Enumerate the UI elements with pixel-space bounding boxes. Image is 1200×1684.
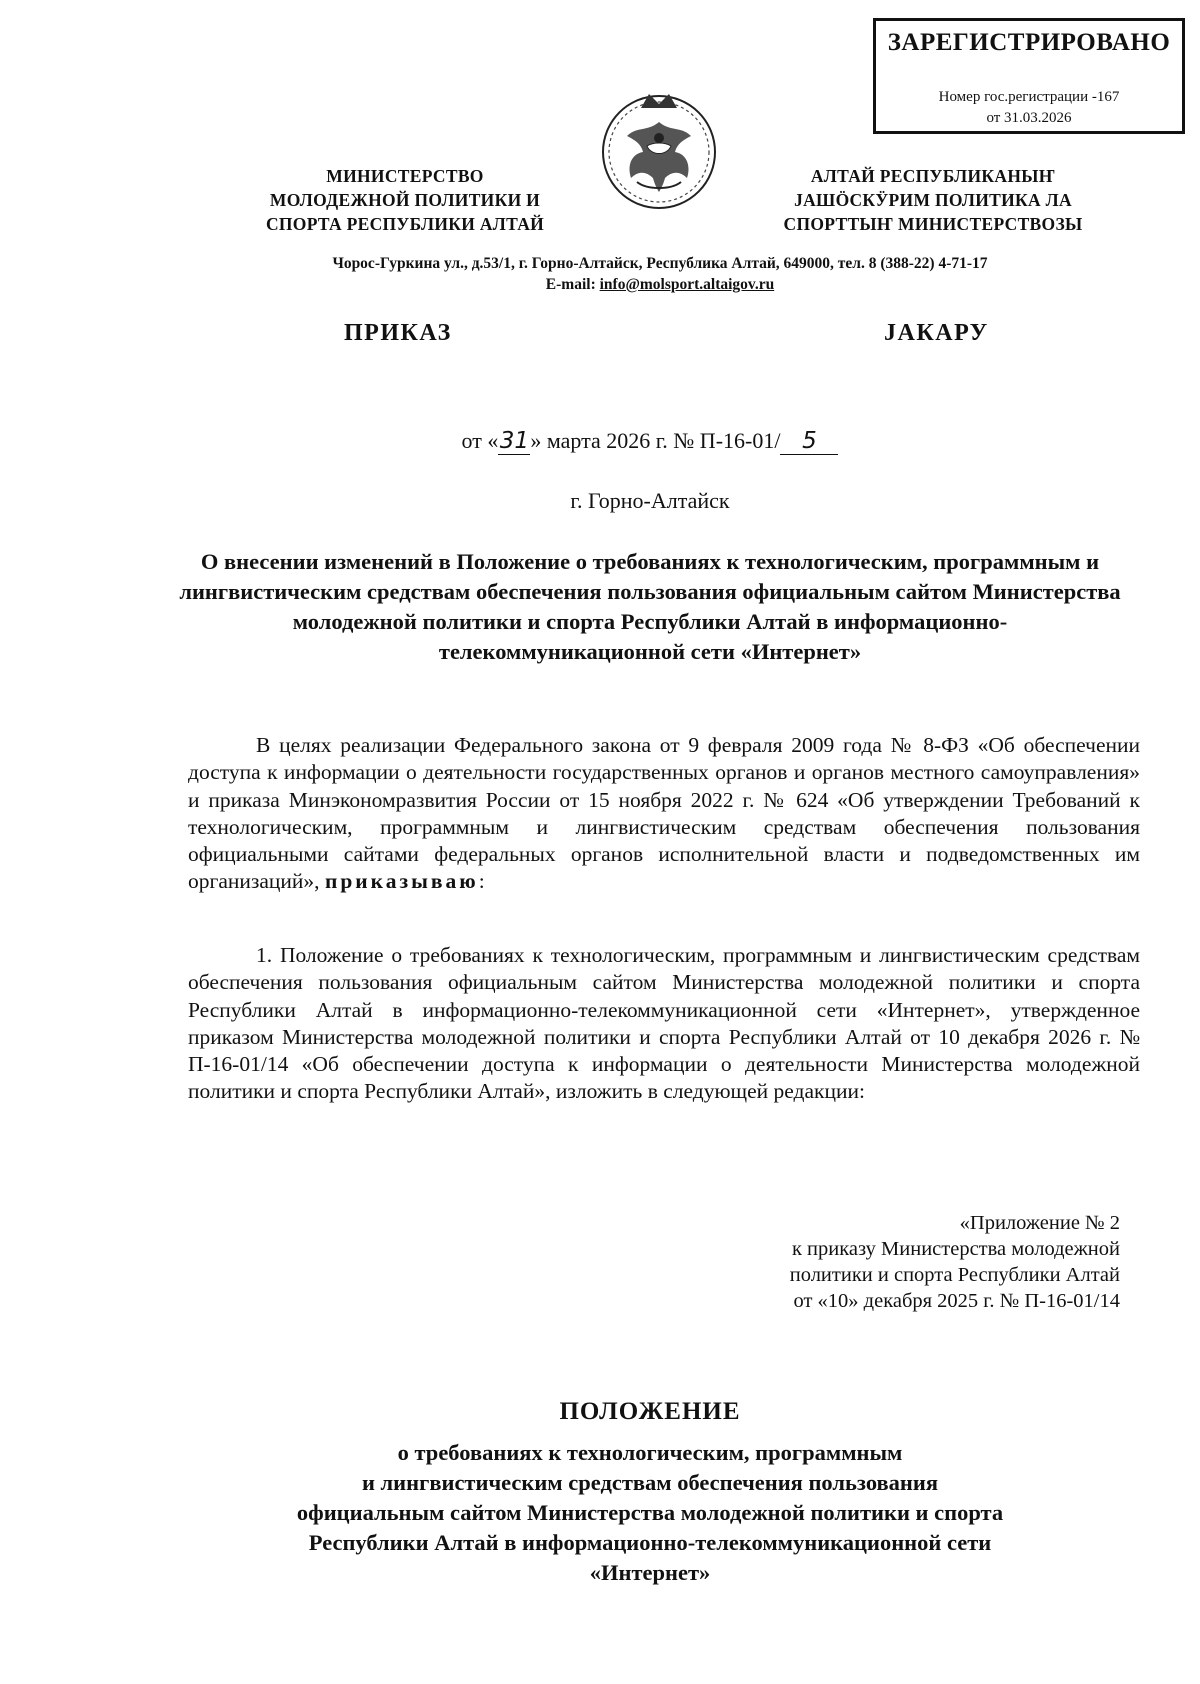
regulation-subtitle-line: о требованиях к технологическим, программным	[397, 1440, 903, 1465]
regulation-subtitle-line: Республики Алтай в информационно-телекоммуникационной сети	[308, 1530, 992, 1555]
order-city: г. Горно-Алтайск	[570, 488, 730, 513]
ministry-name-line: МИНИСТЕРСТВО	[326, 166, 484, 186]
date-middle: » марта 2026 г. № П-16-01/	[530, 428, 781, 453]
clause-1-paragraph: 1. Положение о требованиях к технологическим, программным и лингвистическим средствам обеспечения пользования официальным сайтом Министерства молодежной политики и спорта Республики Алтай в информационно-телекоммуникационной сети «Интернет», утвержденное приказом Министерства молодежной политики и спорта Республики Алтай от 10 декабря 2026 г. № П-16-01/14 «Об обеспечении доступа к информации о деятельности Министерства молодежной политики и спорта Республики Алтай», изложить в следующей редакции:	[188, 943, 1140, 1104]
preamble-text: В целях реализации Федерального закона от 9 февраля 2009 года № 8-ФЗ «Об обеспечении доступа к информации о деятельности государственных органов и органов местного самоуправления» и приказа Минэкономразвития России от 15 ноября 2022 г. № 624 «Об утверждении Требований к технологическим, программным и лингвистическим средствам обеспечения пользования официальными сайтами федеральных органов исполнительной власти и подведомственных им организаций»,	[188, 733, 1140, 894]
email-label: E-mail:	[545, 276, 596, 293]
appendix-line: политики и спорта Республики Алтай	[789, 1264, 1120, 1286]
stamp-registration-date: от 31.03.2026	[986, 110, 1072, 126]
ministry-name-line: АЛТАЙ РЕСПУБЛИКАНЫҤ	[810, 166, 1056, 186]
order-number: 5	[780, 428, 838, 455]
doc-type-russian: ПРИКАЗ	[344, 320, 452, 346]
appendix-line: «Приложение № 2	[959, 1212, 1120, 1234]
ministry-name-line: СПОРТТЫҤ МИНИСТЕРСТВОЗЫ	[783, 214, 1083, 234]
regulation-subtitle-line: «Интернет»	[589, 1560, 711, 1585]
order-day: 31	[499, 428, 530, 454]
ministry-address	[150, 253, 1170, 295]
regulation-title: ПОЛОЖЕНИЕ	[559, 1398, 741, 1425]
date-prefix: от «	[461, 428, 499, 453]
ministry-name-altai	[758, 164, 1108, 236]
order-word: приказываю	[324, 869, 479, 894]
order-title: О внесении изменений в Положение о требованиях к технологическим, программным и лингвистическим средствам обеспечения пользования официальным сайтом Министерства молодежной политики и спорта Республики Алтай в информационно-телекоммуникационной сети «Интернет»	[179, 549, 1121, 664]
email-link[interactable]: info@molsport.altaigov.ru	[599, 276, 775, 293]
ministry-name-line: СПОРТА РЕСПУБЛИКИ АЛТАЙ	[265, 214, 545, 234]
coat-of-arms-icon	[597, 86, 721, 212]
registration-stamp	[873, 18, 1185, 134]
regulation-subtitle-line: официальным сайтом Министерства молодежной политики и спорта	[296, 1500, 1004, 1525]
appendix-line: от «10» декабря 2025 г. № П-16-01/14	[793, 1290, 1120, 1312]
preamble-paragraph: В целях реализации Федерального закона от 9 февраля 2009 года № 8-ФЗ «Об обеспечении доступа к информации о деятельности государственных органов и органов местного самоуправления» и приказа Минэкономразвития России от 15 ноября 2022 г. № 624 «Об утверждении Требований к технологическим, программным и лингвистическим средствам обеспечения пользования официальными сайтами федеральных органов исполнительной власти и подведомственных им организаций», приказываю:	[188, 733, 1140, 894]
stamp-registration-number: Номер гос.регистрации -167	[938, 89, 1120, 105]
regulation-subtitle	[170, 1438, 1130, 1588]
stamp-title: ЗАРЕГИСТРИРОВАНО	[887, 29, 1171, 56]
ministry-name-line: ЈАШӦСКӰРИМ ПОЛИТИКА ЛА	[794, 190, 1072, 210]
email-line	[150, 274, 1170, 295]
appendix-line: к приказу Министерства молодежной	[791, 1238, 1120, 1260]
ministry-name-russian	[230, 164, 580, 236]
order-date-line	[300, 428, 1000, 455]
ministry-name-line: МОЛОДЕЖНОЙ ПОЛИТИКИ И	[269, 190, 541, 210]
address-line: Чорос-Гуркина ул., д.53/1, г. Горно-Алтайск, Республика Алтай, 649000, тел. 8 (388-22) 4-71-17	[332, 255, 988, 272]
appendix-reference	[700, 1210, 1120, 1314]
doc-type-altai: ЈАКАРУ	[884, 320, 989, 346]
regulation-subtitle-line: и лингвистическим средствам обеспечения пользования	[361, 1470, 939, 1495]
